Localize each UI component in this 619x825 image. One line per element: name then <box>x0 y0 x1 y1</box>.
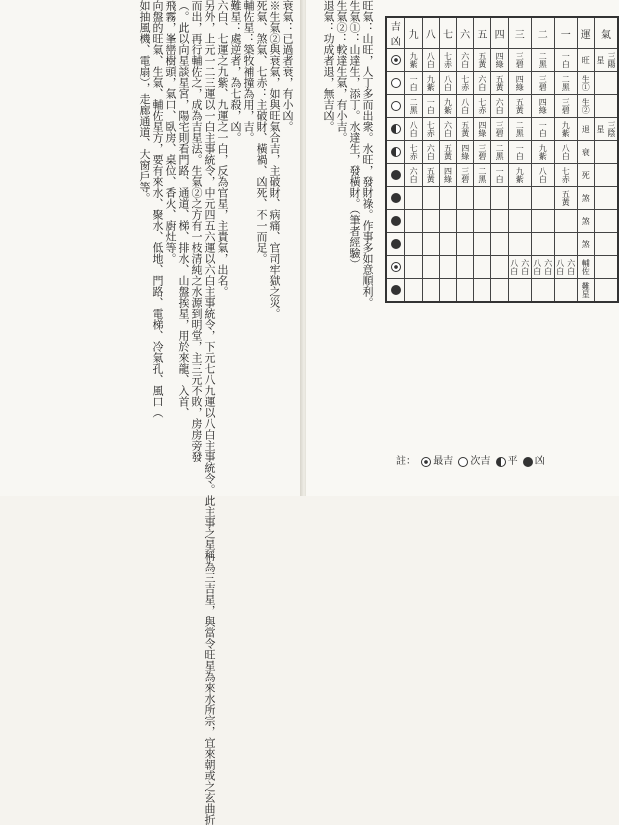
right-page-text <box>312 0 374 470</box>
star-cell <box>491 256 508 279</box>
column-header: 八 <box>422 17 439 49</box>
star-cell: 五黃 <box>554 187 577 210</box>
star-cell: 七赤 <box>405 141 422 164</box>
fortune-marker-icon <box>391 147 401 157</box>
star-cell <box>457 233 474 256</box>
column-header: 二 <box>531 17 554 49</box>
star-cell <box>405 279 422 303</box>
star-cell: 一白 <box>405 72 422 95</box>
legend-bad: 凶 <box>534 456 545 467</box>
star-cell: 四綠 <box>439 164 456 187</box>
star-cell <box>405 187 422 210</box>
left-page-text <box>126 0 294 825</box>
star-cell: 五黃 <box>422 164 439 187</box>
left-page-line: 飛霧，峯巒樹頭，氣口、臥房、桌位、香火、廚灶等。 <box>164 0 177 264</box>
star-cell: 二黑 <box>508 118 531 141</box>
fortune-cell <box>386 118 405 141</box>
row-label: 旺 <box>577 49 594 72</box>
star-cell: 七赤 <box>439 49 456 72</box>
legend-best: 最吉 <box>433 456 454 467</box>
fortune-marker-icon <box>391 262 401 272</box>
half-marker-icon <box>496 457 506 467</box>
star-cell: 六白 <box>405 164 422 187</box>
period-header: 運 <box>577 17 594 49</box>
star-cell <box>491 210 508 233</box>
column-header: 九 <box>405 17 422 49</box>
star-cell: 八白 <box>439 72 456 95</box>
star-cell: 二黑 <box>491 141 508 164</box>
star-cell: 七赤 <box>457 72 474 95</box>
star-cell <box>457 279 474 303</box>
fortune-cell <box>386 164 405 187</box>
row-name <box>594 256 618 279</box>
star-cell <box>422 187 439 210</box>
star-cell <box>531 187 554 210</box>
column-header: 七 <box>439 17 456 49</box>
star-cell: 七赤 <box>474 95 491 118</box>
fortune-cell <box>386 279 405 303</box>
star-cell <box>474 233 491 256</box>
row-label: 煞 <box>577 233 594 256</box>
star-cell <box>439 279 456 303</box>
star-cell: 八白 <box>457 95 474 118</box>
star-cell: 二黑 <box>554 72 577 95</box>
star-cell: 五黃 <box>508 95 531 118</box>
fortune-marker-icon <box>391 55 401 65</box>
left-page-line: ※生氣②與衰氣，如與旺氣合吉，主破財、病痛、官司牢獄之災。 <box>268 0 281 319</box>
star-cell <box>508 233 531 256</box>
star-cell: 一白 <box>508 141 531 164</box>
star-cell: 五黃 <box>474 49 491 72</box>
star-cell: 四綠 <box>531 95 554 118</box>
right-page-line: 退氣：功成者退，無吉凶。 <box>322 0 335 132</box>
fortune-cell <box>386 72 405 95</box>
row-label: 煞 <box>577 187 594 210</box>
legend-half: 平 <box>507 456 518 467</box>
best-marker-icon <box>421 457 431 467</box>
star-cell: 二黑 <box>474 164 491 187</box>
star-cell <box>554 210 577 233</box>
fortune-marker-icon <box>391 170 401 180</box>
table-row <box>386 141 618 164</box>
star-cell: 八白 <box>422 49 439 72</box>
star-cell: 六白 <box>439 118 456 141</box>
star-cell: 九紫 <box>422 72 439 95</box>
star-cell <box>439 210 456 233</box>
star-cell <box>422 256 439 279</box>
table-row <box>386 49 618 72</box>
column-header: 五 <box>474 17 491 49</box>
star-cell <box>439 187 456 210</box>
star-cell <box>457 210 474 233</box>
star-cell: 八白 <box>554 141 577 164</box>
row-name <box>594 233 618 256</box>
star-cell: 六白 <box>457 49 474 72</box>
table-row <box>386 187 618 210</box>
star-cell <box>474 187 491 210</box>
fortune-marker-icon <box>391 124 401 134</box>
star-cell: 五黃 <box>439 141 456 164</box>
row-label: 煞 <box>577 210 594 233</box>
table-row <box>386 256 618 279</box>
star-cell: 六白 <box>474 72 491 95</box>
left-page-line: 衰氣：已過者衰，有小凶。 <box>281 0 294 132</box>
star-cell: 二黑 <box>405 95 422 118</box>
left-page-line: 另外，上元一二三運以一白主事統令，中元四五六運以六白主事統令，下元七八九運以八白主事統令。此主事之星稱為三吉星，與當令旺星為來水所宗，宜來朝或之玄曲折 <box>203 0 216 825</box>
star-cell: 七赤 <box>422 118 439 141</box>
row-name: 三陰星 <box>594 118 618 141</box>
star-cell: 三碧 <box>554 95 577 118</box>
star-cell: 三碧 <box>474 141 491 164</box>
star-cell: 五黃 <box>491 72 508 95</box>
fortune-cell <box>386 210 405 233</box>
star-cell <box>491 279 508 303</box>
row-label: 生① <box>577 72 594 95</box>
star-cell: 八白 <box>531 164 554 187</box>
table-row <box>386 95 618 118</box>
star-cell: 六白八白 <box>531 256 554 279</box>
star-cell <box>405 256 422 279</box>
star-cell <box>457 256 474 279</box>
row-name <box>594 210 618 233</box>
star-cell: 九紫 <box>508 164 531 187</box>
star-cell <box>405 233 422 256</box>
fortune-marker-icon <box>391 239 401 249</box>
fortune-cell <box>386 187 405 210</box>
legend-ok: 次吉 <box>470 456 491 467</box>
star-cell <box>474 256 491 279</box>
star-cell <box>554 233 577 256</box>
right-page-line: 生氣①：山達生，添丁。水達生，發橫財。（筆者經驗） <box>348 0 361 270</box>
star-cell <box>508 187 531 210</box>
row-name <box>594 279 618 303</box>
row-label: 衰 <box>577 141 594 164</box>
left-page-line: 輔佐星：築牧補撞為用，吉。 <box>242 0 255 143</box>
fortune-marker-icon <box>391 216 401 226</box>
left-page-line: （。此以向星談星宮，陽宅則看門路、通道、梯、排水、山盤挨星，用於來龍、入首、 <box>177 0 190 418</box>
star-cell: 三碧 <box>457 164 474 187</box>
star-cell <box>491 187 508 210</box>
star-cell: 八白 <box>405 118 422 141</box>
star-cell <box>422 210 439 233</box>
qi-header: 氣 <box>594 17 618 49</box>
legend-prefix: 註： <box>396 456 416 467</box>
star-cell <box>439 233 456 256</box>
star-cell: 七赤 <box>554 164 577 187</box>
fortune-marker-icon <box>391 101 401 111</box>
star-cell: 六白 <box>491 95 508 118</box>
table-row <box>386 72 618 95</box>
fortune-marker-icon <box>391 193 401 203</box>
star-cell: 九紫 <box>439 95 456 118</box>
star-cell: 四綠 <box>508 72 531 95</box>
row-label: 難星 <box>577 279 594 303</box>
column-header: 三 <box>508 17 531 49</box>
star-cell: 一白 <box>531 118 554 141</box>
row-name <box>594 164 618 187</box>
fortune-marker-icon <box>391 285 401 295</box>
column-header: 六 <box>457 17 474 49</box>
star-cell: 三碧 <box>531 72 554 95</box>
star-cell: 一白 <box>422 95 439 118</box>
right-page-line: 旺氣：山旺，人丁多而出衆。水旺，發財祿。作事多如意順利。 <box>361 0 374 308</box>
column-header: 一 <box>554 17 577 49</box>
row-label: 退 <box>577 118 594 141</box>
left-page-line: 六白、七運之九紫、九運之一白，反為官星，主貴氣，出名。 <box>216 0 229 297</box>
left-page-line: 而出，再行輔佐之，成為吉星法。生氣②之方有一枝清純之水源到明堂，主三元不敗，房房旁發 <box>190 0 203 462</box>
table-row <box>386 210 618 233</box>
row-name <box>594 72 618 95</box>
fortune-cell <box>386 49 405 72</box>
fortune-header: 吉凶 <box>386 17 405 49</box>
ok-marker-icon <box>458 457 468 467</box>
left-page-line: 向盤的旺氣、生氣、輔佐星方，要有來水、聚水、低地、門路、電梯、冷氣孔、風口（ <box>151 0 164 418</box>
star-cell: 五黃 <box>457 118 474 141</box>
fortune-cell <box>386 256 405 279</box>
fortune-cell <box>386 233 405 256</box>
star-cell: 九紫 <box>554 118 577 141</box>
fortune-marker-icon <box>391 78 401 88</box>
table-row <box>386 164 618 187</box>
star-cell: 一白 <box>554 49 577 72</box>
star-cell: 四綠 <box>474 118 491 141</box>
star-cell: 一白 <box>491 164 508 187</box>
star-cell <box>491 233 508 256</box>
star-cell: 六白八白 <box>554 256 577 279</box>
row-name <box>594 187 618 210</box>
table-row <box>386 118 618 141</box>
left-page-line: 如抽風機、電扇），走廊通道、大窗戶等。 <box>138 0 151 204</box>
row-name <box>594 141 618 164</box>
table-row <box>386 279 618 303</box>
star-cell: 九紫 <box>531 141 554 164</box>
legend <box>396 452 545 467</box>
right-page-line: 生氣②：較達生氣，有小吉。 <box>335 0 348 143</box>
left-page-line: 難星：處逆者，為七殺，凶。 <box>229 0 242 143</box>
left-page-line: 死氣、煞氣、七赤：主破財、橫禍、凶死、不一而足。 <box>255 0 268 264</box>
star-cell <box>531 279 554 303</box>
star-cell: 三碧 <box>491 118 508 141</box>
star-cell: 六白 <box>422 141 439 164</box>
fortune-cell <box>386 141 405 164</box>
star-table <box>385 16 619 303</box>
star-cell: 九紫 <box>405 49 422 72</box>
row-label: 死 <box>577 164 594 187</box>
star-cell <box>474 279 491 303</box>
row-label: 生② <box>577 95 594 118</box>
star-cell <box>422 233 439 256</box>
fortune-cell <box>386 95 405 118</box>
star-cell <box>474 210 491 233</box>
table-row <box>386 233 618 256</box>
star-cell: 六白八白 <box>508 256 531 279</box>
star-cell <box>554 279 577 303</box>
star-cell <box>405 210 422 233</box>
star-cell: 四綠 <box>491 49 508 72</box>
star-cell <box>457 187 474 210</box>
row-label: 輔佐 <box>577 256 594 279</box>
row-name <box>594 95 618 118</box>
star-cell: 三碧 <box>508 49 531 72</box>
star-cell <box>531 233 554 256</box>
star-cell <box>531 210 554 233</box>
star-cell <box>439 256 456 279</box>
star-cell <box>422 279 439 303</box>
star-cell <box>508 279 531 303</box>
column-header: 四 <box>491 17 508 49</box>
star-cell <box>508 210 531 233</box>
bad-marker-icon <box>523 457 533 467</box>
star-cell: 二黑 <box>531 49 554 72</box>
star-cell: 四綠 <box>457 141 474 164</box>
row-name: 三陽星 <box>594 49 618 72</box>
